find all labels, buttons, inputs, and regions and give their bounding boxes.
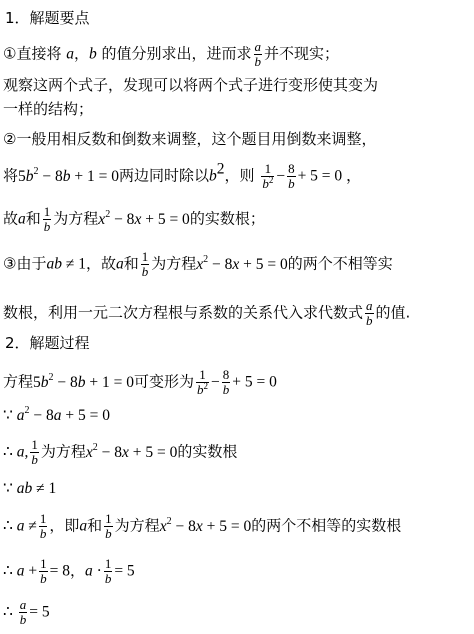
- point2-line: ②一般用相反数和倒数来调整，这个题目用倒数来调整，: [3, 130, 377, 148]
- point3-line: ③由于ab ≠ 1，故a和 $\frac{1}{b}$ 为方程$x^2 - 8x + 5 = 0$的两个不相等实: [3, 249, 393, 279]
- step-because-ab: ∵ ab ≠ 1: [3, 480, 57, 497]
- section1-heading: 1．解题要点: [5, 9, 90, 27]
- transform-line: 将$5b^2 - 8b + 1 = 0$两边同时除以$b^2$，则 $\frac{1}{b^2}$ − $\frac{8}{b}$ + 5 = 0 ，: [3, 160, 362, 191]
- section2-heading: 2．解题过程: [5, 334, 90, 352]
- point1-line: ①直接将 a，b 的值分别求出，进而求 $\frac{a}{b}$ 并不现实；: [3, 39, 340, 69]
- observation-line: 观察这两个式子，发现可以将两个式子进行变形使其变为: [3, 76, 379, 94]
- vieta-line: 数根，利用一元二次方程根与系数的关系代入求代数式 $\frac{a}{b}$ 的值.: [3, 298, 411, 328]
- step-transform: 方程$5b^2 - 8b + 1 = 0$可变形为 $\frac{1}{b^2}$ − $\frac{8}{b}$ + 5 = 0: [3, 367, 277, 397]
- step-because-equation: ∵ $a^2 - 8a + 5 = 0$: [3, 405, 110, 424]
- step-therefore-roots: ∴ a, $\frac{1}{b}$ 为方程$x^2 - 8x + 5 = 0$的实数根: [3, 437, 238, 467]
- roots-line: 故a和 $\frac{1}{b}$ 为方程$x^2 - 8x + 5 = 0$的实数根；: [3, 204, 265, 234]
- step-distinct-roots: ∴ a ≠ $\frac{1}{b}$ ，即a和 $\frac{1}{b}$ 为方程$x^2 - 8x + 5 = 0$的两个不相等的实数根: [3, 511, 402, 541]
- step-vieta: ∴ a + $\frac{1}{b}$ = 8，a · $\frac{1}{b}$ = 5: [3, 556, 135, 586]
- observation-line-2: 一样的结构；: [3, 100, 94, 118]
- step-result: ∴ $\frac{a}{b}$ = 5: [3, 597, 50, 627]
- fraction-a-over-b: $\frac{a}{b}$: [254, 39, 262, 69]
